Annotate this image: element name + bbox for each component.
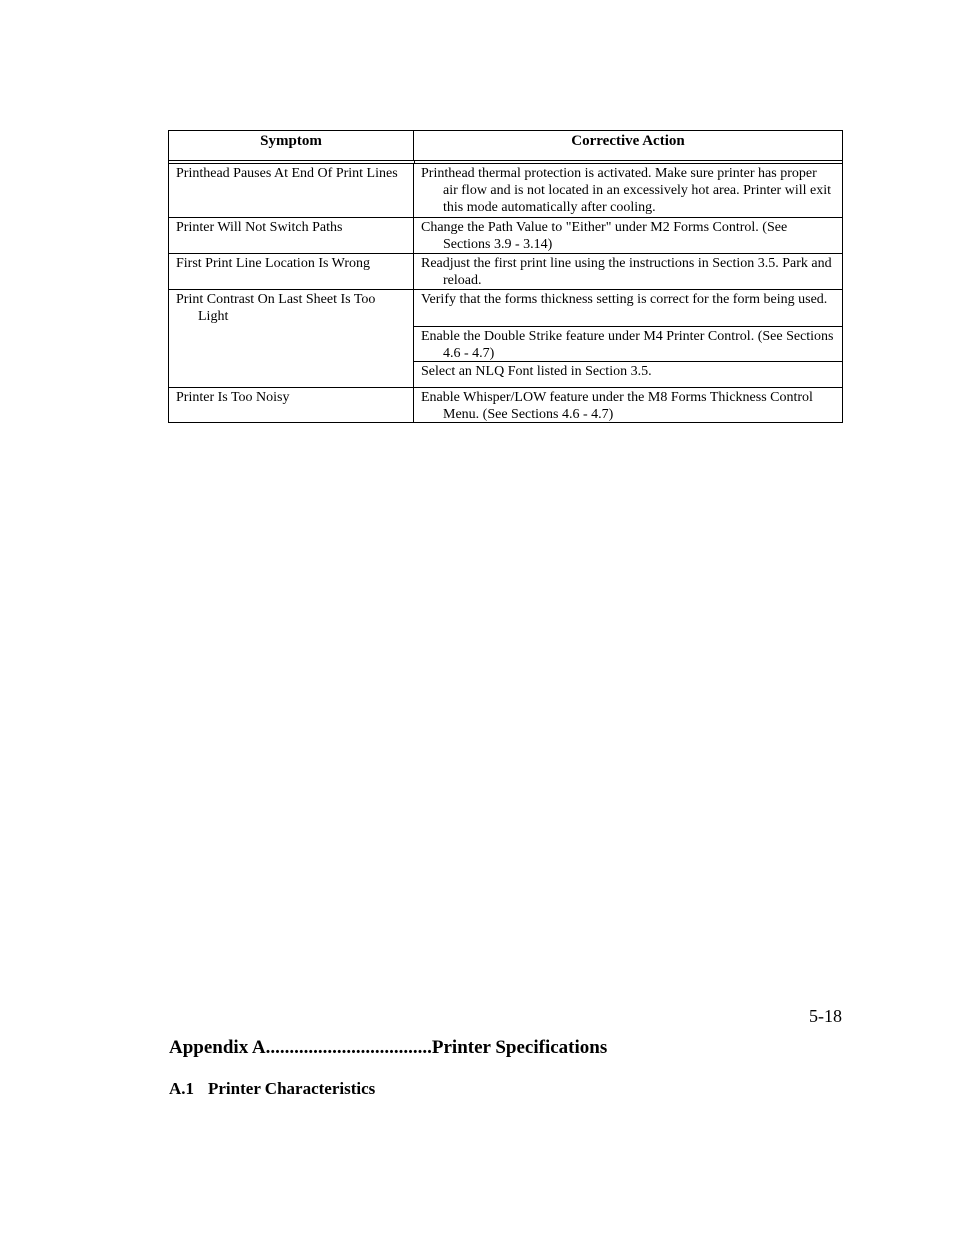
action-text: Select an NLQ Font listed in Section 3.5.: [421, 364, 652, 379]
symptom-cell: [169, 164, 414, 217]
symptom-cell: [169, 290, 414, 387]
action-text: Enable Whisper/LOW feature under the M8 Forms Thickness Control Menu. (See Sections 4.6 - 4.7): [421, 390, 813, 422]
action-item: [414, 388, 842, 424]
appendix-heading: [169, 1037, 607, 1059]
appendix-title: Printer Specifications: [431, 1037, 608, 1058]
symptom-text: Printer Will Not Switch Paths: [176, 220, 343, 235]
header-corrective-action: Corrective Action: [571, 133, 685, 149]
action-cell: [414, 254, 842, 289]
section-title: Printer Characteristics: [208, 1079, 376, 1098]
symptom-text: Print Contrast On Last Sheet Is Too Light: [176, 292, 376, 324]
symptom-cell: [169, 388, 414, 422]
action-text: Change the Path Value to "Either" under M2 Forms Control. (See Sections 3.9 - 3.14): [421, 220, 788, 252]
page-number: 5-18: [809, 1006, 842, 1026]
action-item: [414, 218, 842, 254]
action-cell: [414, 218, 842, 253]
table-row: [168, 388, 843, 423]
symptom-cell: [169, 218, 414, 253]
symptom-text: Printer Is Too Noisy: [176, 390, 290, 405]
section-number: A.1: [169, 1079, 195, 1098]
action-text: Readjust the first print line using the instructions in Section 3.5. Park and reload.: [421, 256, 832, 288]
symptom-cell: [169, 254, 414, 289]
action-cell: [414, 388, 842, 422]
section-heading: [169, 1079, 375, 1099]
symptom-text: First Print Line Location Is Wrong: [176, 256, 370, 271]
header-separator: [168, 161, 843, 163]
appendix-label: Appendix A: [169, 1037, 266, 1058]
action-item: [414, 361, 842, 387]
header-symptom: Symptom: [169, 131, 414, 160]
action-text: Enable the Double Strike feature under M4 Printer Control. (See Sections 4.6 - 4.7): [421, 329, 834, 361]
symptom-text: Printhead Pauses At End Of Print Lines: [176, 166, 398, 181]
action-item: [414, 254, 842, 290]
table-row: [168, 163, 843, 218]
table-row: [168, 290, 843, 388]
appendix-leader: ...................................: [265, 1037, 432, 1058]
action-item: [414, 164, 842, 217]
action-text: Verify that the forms thickness setting is correct for the form being used.: [421, 292, 828, 307]
table-row: [168, 218, 843, 254]
action-item: [414, 326, 842, 361]
action-cell: [414, 164, 842, 217]
action-cell: [414, 290, 842, 387]
action-text: Printhead thermal protection is activated. Make sure printer has proper air flow and is not located in an excessively hot area. Printer will exit this mode automatically after cooling.: [421, 166, 831, 215]
troubleshooting-table: [168, 130, 843, 423]
action-item: [414, 290, 842, 326]
table-row: [168, 254, 843, 290]
table-header-row: [168, 130, 843, 161]
